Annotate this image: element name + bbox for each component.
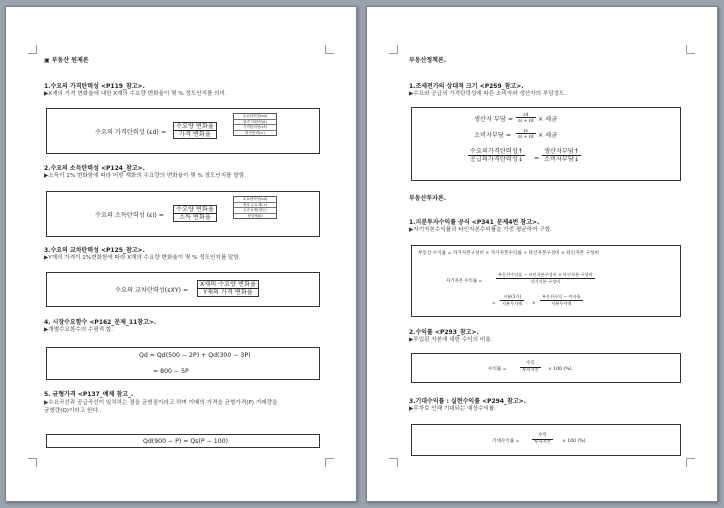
formula-fraction xyxy=(173,205,217,222)
section-description: ▶소득이 1% 변화함에 따라 어떤 재화의 수요량의 변화율이 몇 % 정도인지를 말함. xyxy=(44,173,246,179)
fraction-numerator: 수요의가격탄력성↑ xyxy=(470,148,524,155)
fraction-numerator: 생산자부담↑ xyxy=(544,148,580,155)
fraction-numerator: 수요량 변화율 xyxy=(176,206,214,213)
list-item: 가격탄력성(εF) xyxy=(234,125,276,131)
fraction-denominator: 가격 변화율 xyxy=(178,131,211,138)
section-heading: 2.수요의 소득탄력성 <P124_참고>. xyxy=(44,165,145,172)
margin-corner-mark xyxy=(325,45,334,54)
list-item: 정상 수요재(+) xyxy=(234,203,276,209)
formula-equals: = xyxy=(534,155,540,162)
section-description: 균형량(Q)이라고 한다.. xyxy=(44,408,102,414)
formula-tail: × 100 (%). xyxy=(562,439,587,444)
formula-fraction xyxy=(516,128,536,139)
formula-box xyxy=(46,272,320,307)
formula-box xyxy=(46,434,320,448)
formula-line: Qd(900 − P) = Qs(P − 100) xyxy=(143,438,228,445)
fraction-numerator: εd xyxy=(516,112,536,118)
margin-corner-mark xyxy=(28,458,37,467)
left-page xyxy=(5,6,357,502)
list-item: 수요탄력성(εd) xyxy=(234,197,276,203)
formula-lhs: 수요의 소득탄력성 (εI) = xyxy=(95,212,164,219)
fraction-denominator: 자기자본 구성비 xyxy=(530,278,561,284)
list-item: 완전탄력(∞) xyxy=(245,130,265,135)
fraction-numerator: X재의 수요량 변화율 xyxy=(200,281,256,288)
formula-line: = 800 − 5P xyxy=(153,368,189,375)
formula-tail: × 세금 xyxy=(538,132,558,139)
list-item: 수준요재(열등) xyxy=(234,208,276,214)
formula-line: Qd = Qd(500 − 2P) + Qd(300 − 3P) xyxy=(139,352,251,359)
formula-equals: = xyxy=(492,301,496,306)
list-item: 수요탄력성(εd) xyxy=(234,114,276,120)
section-description: ▶수요곡선과 공급곡선이 일치하는 점을 균형점이라고 하며 이때의 가격을 균형가격(P) 거래량을 xyxy=(44,400,278,406)
right-page xyxy=(366,6,718,502)
margin-corner-mark xyxy=(389,458,398,467)
fraction-denominator: 공급의가격탄력성↓ xyxy=(470,156,524,163)
fraction-denominator: 투자자본 xyxy=(522,367,539,373)
formula-lhs: 수요의 가격탄력성 (εd) = xyxy=(95,129,167,136)
section-heading: 1.조세전가의 상대적 크기 <P259_참고>. xyxy=(409,83,524,90)
page-title: ▣ 부동산 원제론 xyxy=(44,57,89,64)
formula-fraction xyxy=(173,122,217,139)
formula-box xyxy=(411,353,681,383)
page-title: 부동산정책론. xyxy=(409,57,447,64)
fraction-numerator: 수요량 변화율 xyxy=(176,123,214,130)
section-description: ▶수요와 공급의 가격탄력성에 따른 소비자와 생산자의 부담정도. xyxy=(409,91,567,97)
page-subtitle: 부동산투자론. xyxy=(409,195,447,202)
formula-box xyxy=(411,245,681,317)
fraction-denominator: 지분투자액 xyxy=(551,300,572,306)
formula-tail: × 100 (%). xyxy=(548,367,573,372)
list-item: 완전 비탄력(0) xyxy=(234,120,276,126)
fraction-denominator: 소비자부담↓ xyxy=(544,156,580,163)
fraction-denominator: 투자자본 xyxy=(534,439,551,445)
section-heading: 4. 시장수요함수 <P162_문제_11참고>. xyxy=(44,319,157,326)
fraction-denominator: εs + εd xyxy=(518,134,534,139)
formula-fraction xyxy=(496,272,595,284)
elasticity-list xyxy=(233,196,277,219)
section-description: ▶개별수요함수의 수평적 합. xyxy=(44,327,114,333)
formula-fraction xyxy=(197,280,259,297)
formula-lhs: 소비자부담 = xyxy=(474,132,512,139)
formula-lhs: 기대수익률 = xyxy=(492,439,520,444)
section-heading: 1.수요의 가격탄력성 <P119_참고>. xyxy=(44,83,145,90)
fraction-numerator: 부동산수익 − 이자율 xyxy=(542,294,581,299)
formula-fraction xyxy=(542,148,581,163)
formula-lhs: 수요의 교차탄력성(εXY) = xyxy=(115,287,189,294)
margin-corner-mark xyxy=(686,45,695,54)
section-heading: 5. 균형가격 <P137_예제 참고_. xyxy=(44,391,134,398)
formula-box xyxy=(46,108,320,154)
section-heading: 3.기대수익률 : 실현수익률 <P294_참고>. xyxy=(409,398,526,405)
formula-fraction xyxy=(540,294,583,306)
section-heading: 2.수익률 <P293_참고>. xyxy=(409,329,479,336)
fraction-denominator: εs + εd xyxy=(518,118,534,123)
formula-times: × xyxy=(532,301,536,306)
fraction-numerator: 수익 xyxy=(532,433,553,440)
section-heading: 3.수요의 교차탄력성 <P125_참고>. xyxy=(44,247,145,254)
margin-corner-mark xyxy=(325,458,334,467)
fraction-numerator: 지분(1가) xyxy=(500,294,524,301)
margin-corner-mark xyxy=(389,45,398,54)
elasticity-list xyxy=(233,113,277,136)
formula-box xyxy=(46,347,320,380)
fraction-denominator: 소득 변화율 xyxy=(178,214,211,221)
formula-fraction xyxy=(532,433,553,445)
section-description: ▶X재의 가격 변화율에 대한 X재의 수요량 변화율이 몇 % 정도인지를 의미. xyxy=(44,91,227,97)
section-description: ▶투입된 자본에 대한 수익의 비율. xyxy=(409,337,493,343)
formula-box xyxy=(411,424,681,456)
list-item: 정상재(0) xyxy=(247,213,263,218)
formula-fraction xyxy=(520,361,541,373)
formula-lhs: 자기자본 수익률 = xyxy=(446,279,483,284)
formula-box xyxy=(46,191,320,237)
formula-fraction xyxy=(516,112,536,123)
section-description: ▶투자로 인해 기대되는 예상수익률. xyxy=(409,406,497,412)
margin-corner-mark xyxy=(686,458,695,467)
section-heading: 1.지분투자수익률 공식 <P341_문제4번 참고>. xyxy=(409,219,540,226)
formula-fraction xyxy=(500,294,524,306)
section-description: ▶Y재의 가격이 1%변화함에 따라 X재의 수요량 변화율이 몇 % 정도인지를 말함. xyxy=(44,255,241,261)
formula-lhs: 생산자 부담 = xyxy=(474,116,514,123)
fraction-numerator: 부동산수익률 − 타인자본구성비 × 타인자본 구성비 xyxy=(498,272,593,277)
fraction-numerator: εs xyxy=(516,128,536,134)
formula-lhs: 수익률 = xyxy=(488,367,507,372)
formula-fraction xyxy=(468,148,525,163)
formula-box xyxy=(411,107,681,181)
fraction-numerator: 수익 xyxy=(520,361,541,368)
fraction-denominator: 지분투자액 xyxy=(502,300,523,306)
fraction-denominator: Y재의 가격 변화율 xyxy=(203,289,253,296)
formula-tail: × 세금 xyxy=(538,116,558,123)
section-description: ▶자기자본수익률과 타인자본수익률을 가중 평균하여 구함. xyxy=(409,227,552,233)
formula-line: 부동산 수익률 = 자기자본구성비 × 자기자본수익률 + 타인자본구성비 × 타인자본 구성비 xyxy=(418,251,599,256)
margin-corner-mark xyxy=(28,45,37,54)
